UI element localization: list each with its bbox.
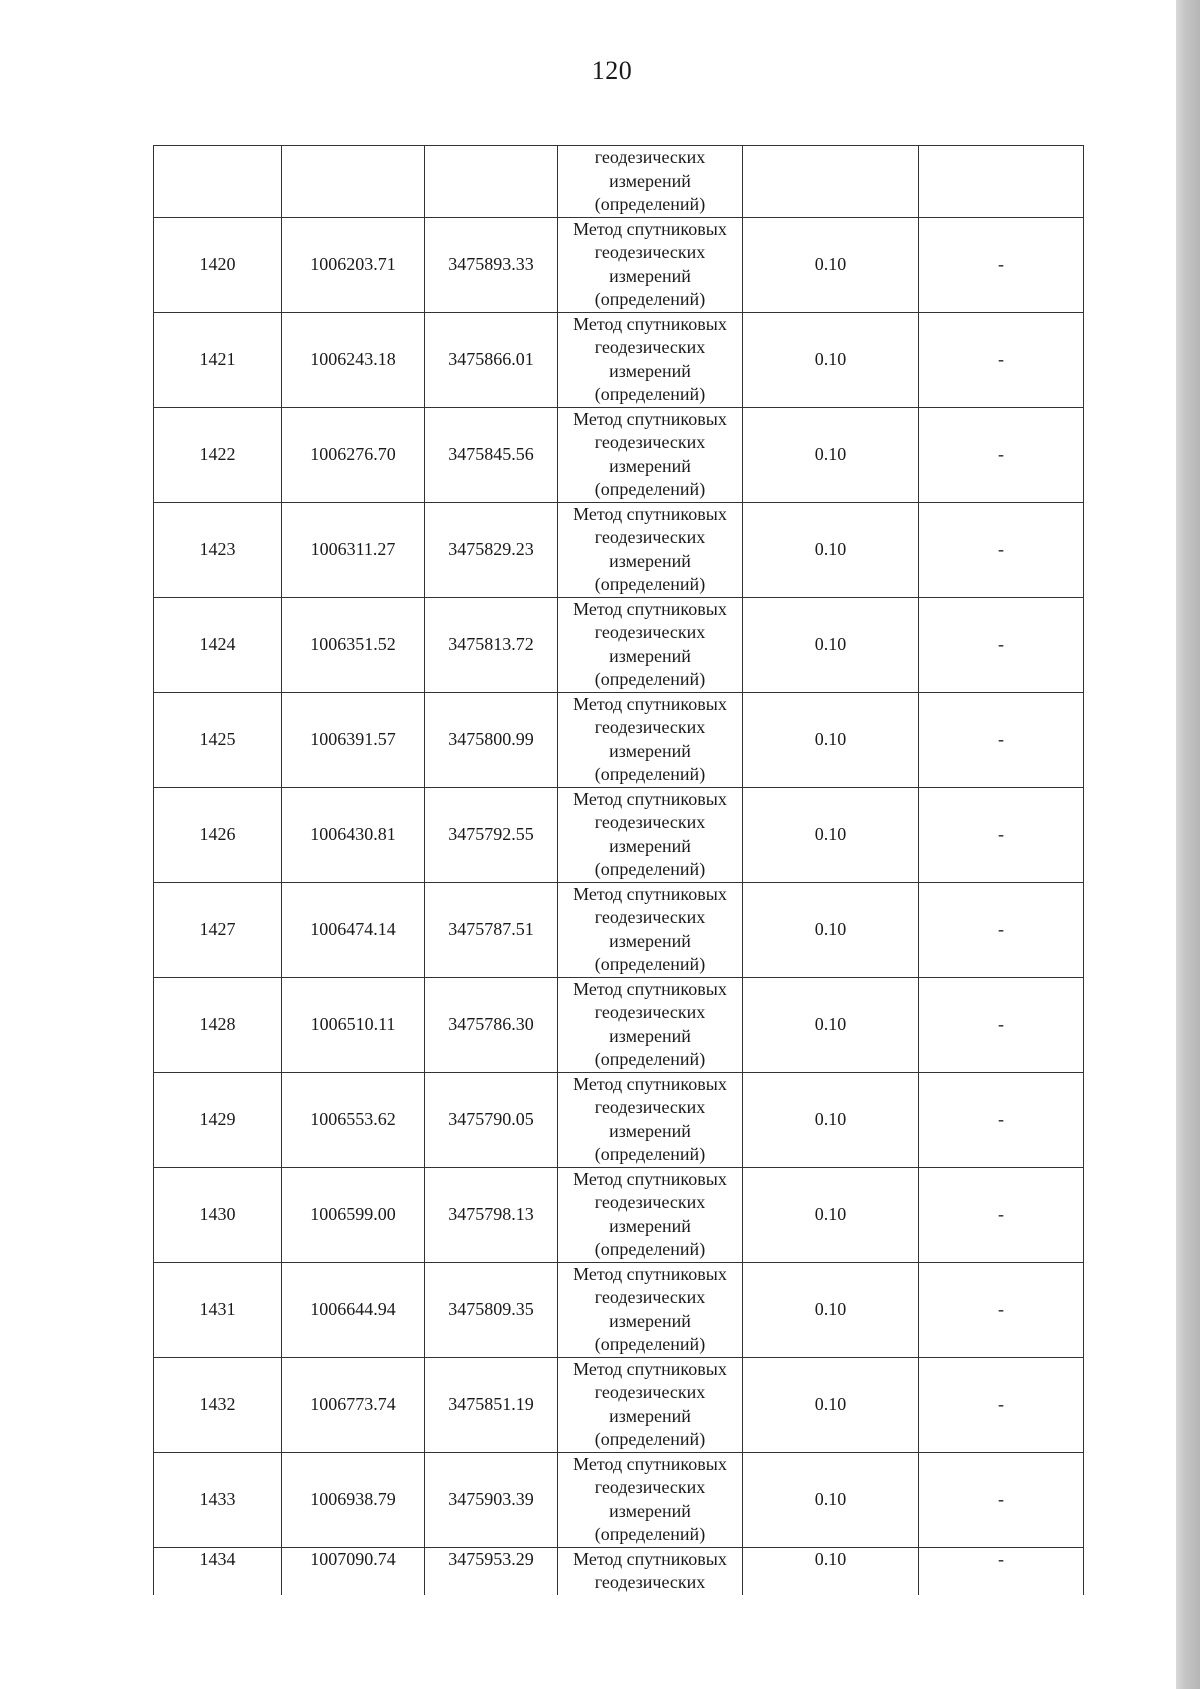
y-coordinate-cell <box>425 146 558 218</box>
method-text <box>560 883 740 977</box>
accuracy-cell: 0.10 <box>743 502 919 597</box>
point-number-cell: 1426 <box>154 787 282 882</box>
method-line: геодезических <box>594 717 706 737</box>
accuracy-cell: 0.10 <box>743 977 919 1072</box>
method-cell <box>558 1357 743 1452</box>
method-line: измерений <box>609 360 691 381</box>
x-coordinate-cell: 1006599.00 <box>282 1167 425 1262</box>
x-coordinate-cell: 1006391.57 <box>282 692 425 787</box>
accuracy-cell: 0.10 <box>743 1547 919 1595</box>
table-row <box>154 1452 1084 1547</box>
method-cell <box>558 146 743 218</box>
table-row <box>154 1547 1084 1595</box>
method-line: измерений <box>609 1120 691 1141</box>
method-text <box>560 788 740 882</box>
table-row <box>154 502 1084 597</box>
method-text <box>560 978 740 1072</box>
page-number: 120 <box>591 56 633 85</box>
method-line: измерений <box>609 1405 691 1426</box>
x-coordinate-cell: 1006938.79 <box>282 1452 425 1547</box>
x-coordinate-cell: 1006243.18 <box>282 312 425 407</box>
table-row <box>154 217 1084 312</box>
method-line: Метод спутниковых <box>573 693 727 714</box>
x-coordinate-cell: 1006553.62 <box>282 1072 425 1167</box>
method-line: измерений <box>609 1215 691 1236</box>
accuracy-cell: 0.10 <box>743 312 919 407</box>
table-row <box>154 1357 1084 1452</box>
point-number-cell: 1432 <box>154 1357 282 1452</box>
y-coordinate-cell: 3475792.55 <box>425 787 558 882</box>
x-coordinate-cell: 1006773.74 <box>282 1357 425 1452</box>
note-cell: - <box>919 217 1084 312</box>
point-number-cell: 1431 <box>154 1262 282 1357</box>
method-text <box>560 503 740 597</box>
y-coordinate-cell: 3475809.35 <box>425 1262 558 1357</box>
method-line: (определений) <box>594 1239 706 1259</box>
method-line: измерений <box>609 455 691 476</box>
method-line: измерений <box>609 740 691 761</box>
method-cell <box>558 1452 743 1547</box>
method-text <box>560 218 740 312</box>
x-coordinate-cell: 1006311.27 <box>282 502 425 597</box>
table-row <box>154 407 1084 502</box>
method-line: Метод спутниковых <box>573 1358 727 1379</box>
accuracy-cell: 0.10 <box>743 1167 919 1262</box>
accuracy-cell: 0.10 <box>743 1452 919 1547</box>
scan-page-edge <box>1176 0 1200 1689</box>
accuracy-cell: 0.10 <box>743 882 919 977</box>
coordinates-table-body <box>154 146 1084 1596</box>
method-line: (определений) <box>594 1049 706 1069</box>
note-cell: - <box>919 692 1084 787</box>
method-line: (определений) <box>594 1429 706 1449</box>
method-line: (определений) <box>594 194 706 214</box>
point-number-cell: 1433 <box>154 1452 282 1547</box>
method-line: измерений <box>609 1500 691 1521</box>
method-cell <box>558 787 743 882</box>
method-line: геодезических <box>594 527 706 547</box>
table-row <box>154 597 1084 692</box>
method-line: (определений) <box>594 1334 706 1354</box>
method-cell <box>558 1262 743 1357</box>
note-cell: - <box>919 407 1084 502</box>
method-line: геодезических <box>594 1287 706 1307</box>
method-line: геодезических <box>594 1382 706 1402</box>
method-line: Метод спутниковых <box>573 598 727 619</box>
method-line: Метод спутниковых <box>573 883 727 904</box>
method-cell <box>558 407 743 502</box>
y-coordinate-cell: 3475800.99 <box>425 692 558 787</box>
y-coordinate-cell: 3475829.23 <box>425 502 558 597</box>
point-number-cell: 1428 <box>154 977 282 1072</box>
accuracy-cell: 0.10 <box>743 217 919 312</box>
y-coordinate-cell: 3475786.30 <box>425 977 558 1072</box>
method-line: (определений) <box>594 764 706 784</box>
note-cell: - <box>919 1452 1084 1547</box>
x-coordinate-cell: 1006644.94 <box>282 1262 425 1357</box>
method-text <box>560 408 740 502</box>
note-cell: - <box>919 597 1084 692</box>
x-coordinate-cell: 1006430.81 <box>282 787 425 882</box>
method-line: Метод спутниковых <box>573 503 727 524</box>
point-number-cell: 1421 <box>154 312 282 407</box>
method-line: геодезических <box>594 812 706 832</box>
method-text <box>560 1548 740 1594</box>
point-number-cell: 1427 <box>154 882 282 977</box>
table-row <box>154 1167 1084 1262</box>
point-number-cell: 1434 <box>154 1547 282 1595</box>
method-line: измерений <box>609 550 691 571</box>
method-line: геодезических <box>594 1002 706 1022</box>
method-line: (определений) <box>594 859 706 879</box>
x-coordinate-cell <box>282 146 425 218</box>
method-line: измерений <box>609 265 691 286</box>
note-cell: - <box>919 502 1084 597</box>
x-coordinate-cell: 1006510.11 <box>282 977 425 1072</box>
method-line: Метод спутниковых <box>573 1073 727 1094</box>
y-coordinate-cell: 3475851.19 <box>425 1357 558 1452</box>
accuracy-cell: 0.10 <box>743 1072 919 1167</box>
method-text <box>560 1453 740 1547</box>
method-line: Метод спутниковых <box>573 408 727 429</box>
method-line: (определений) <box>594 479 706 499</box>
table-row <box>154 312 1084 407</box>
method-cell <box>558 977 743 1072</box>
method-line: геодезических <box>594 337 706 357</box>
note-cell: - <box>919 1357 1084 1452</box>
method-line: геодезических <box>594 1572 706 1593</box>
method-line: (определений) <box>594 669 706 689</box>
y-coordinate-cell: 3475903.39 <box>425 1452 558 1547</box>
y-coordinate-cell: 3475787.51 <box>425 882 558 977</box>
method-line: Метод спутниковых <box>573 1453 727 1474</box>
y-coordinate-cell: 3475953.29 <box>425 1547 558 1595</box>
y-coordinate-cell: 3475813.72 <box>425 597 558 692</box>
table-row <box>154 1072 1084 1167</box>
table-row <box>154 1262 1084 1357</box>
method-line: геодезических <box>594 432 706 452</box>
x-coordinate-cell: 1006203.71 <box>282 217 425 312</box>
method-line: измерений <box>609 930 691 951</box>
point-number-cell: 1425 <box>154 692 282 787</box>
method-line: (определений) <box>594 574 706 594</box>
accuracy-cell <box>743 146 919 218</box>
method-cell <box>558 312 743 407</box>
note-cell: - <box>919 882 1084 977</box>
method-line: измерений <box>609 645 691 666</box>
point-number-cell: 1423 <box>154 502 282 597</box>
note-cell: - <box>919 1167 1084 1262</box>
method-line: измерений <box>609 835 691 856</box>
method-line: (определений) <box>594 1524 706 1544</box>
method-line: (определений) <box>594 289 706 309</box>
method-line: Метод спутниковых <box>573 1168 727 1189</box>
point-number-cell: 1429 <box>154 1072 282 1167</box>
point-number-cell <box>154 146 282 218</box>
method-line: (определений) <box>594 1144 706 1164</box>
accuracy-cell: 0.10 <box>743 1262 919 1357</box>
method-line: геодезических <box>594 147 706 167</box>
note-cell: - <box>919 1072 1084 1167</box>
note-cell: - <box>919 977 1084 1072</box>
method-cell <box>558 882 743 977</box>
method-cell <box>558 597 743 692</box>
method-text <box>560 693 740 787</box>
table-row <box>154 787 1084 882</box>
method-cell <box>558 502 743 597</box>
note-cell: - <box>919 787 1084 882</box>
point-number-cell: 1420 <box>154 217 282 312</box>
method-line: Метод спутниковых <box>573 788 727 809</box>
method-line: (определений) <box>594 954 706 974</box>
method-cell <box>558 692 743 787</box>
x-coordinate-cell: 1006351.52 <box>282 597 425 692</box>
x-coordinate-cell: 1006276.70 <box>282 407 425 502</box>
accuracy-cell: 0.10 <box>743 1357 919 1452</box>
method-line: геодезических <box>594 907 706 927</box>
method-line: Метод спутниковых <box>573 1549 727 1570</box>
accuracy-cell: 0.10 <box>743 787 919 882</box>
method-line: (определений) <box>594 384 706 404</box>
method-text <box>560 1263 740 1357</box>
method-line: геодезических <box>594 1477 706 1497</box>
accuracy-cell: 0.10 <box>743 407 919 502</box>
x-coordinate-cell: 1007090.74 <box>282 1547 425 1595</box>
method-text <box>560 598 740 692</box>
point-number-cell: 1430 <box>154 1167 282 1262</box>
method-cell <box>558 1072 743 1167</box>
point-number-cell: 1422 <box>154 407 282 502</box>
method-line: измерений <box>609 1310 691 1331</box>
table-row <box>154 977 1084 1072</box>
method-cell <box>558 1547 743 1595</box>
point-number-cell: 1424 <box>154 597 282 692</box>
table-row-continuation <box>154 146 1084 218</box>
y-coordinate-cell: 3475893.33 <box>425 217 558 312</box>
method-line: Метод спутниковых <box>573 218 727 239</box>
method-text <box>560 1358 740 1452</box>
method-line: геодезических <box>594 242 706 262</box>
y-coordinate-cell: 3475790.05 <box>425 1072 558 1167</box>
method-line: Метод спутниковых <box>573 1263 727 1284</box>
method-line: геодезических <box>594 622 706 642</box>
y-coordinate-cell: 3475866.01 <box>425 312 558 407</box>
x-coordinate-cell: 1006474.14 <box>282 882 425 977</box>
method-cell <box>558 217 743 312</box>
method-text <box>560 1168 740 1262</box>
method-cell <box>558 1167 743 1262</box>
note-cell: - <box>919 312 1084 407</box>
note-cell: - <box>919 1262 1084 1357</box>
method-line: измерений <box>609 1025 691 1046</box>
note-cell: - <box>919 1547 1084 1595</box>
table-row <box>154 882 1084 977</box>
y-coordinate-cell: 3475845.56 <box>425 407 558 502</box>
method-text <box>560 1073 740 1167</box>
note-cell <box>919 146 1084 218</box>
y-coordinate-cell: 3475798.13 <box>425 1167 558 1262</box>
method-text <box>560 313 740 407</box>
accuracy-cell: 0.10 <box>743 692 919 787</box>
method-line: Метод спутниковых <box>573 978 727 999</box>
method-line: геодезических <box>594 1192 706 1212</box>
coordinates-table <box>153 145 1084 1595</box>
method-line: измерений <box>609 170 691 191</box>
accuracy-cell: 0.10 <box>743 597 919 692</box>
table-row <box>154 692 1084 787</box>
method-line: геодезических <box>594 1097 706 1117</box>
method-line: Метод спутниковых <box>573 313 727 334</box>
